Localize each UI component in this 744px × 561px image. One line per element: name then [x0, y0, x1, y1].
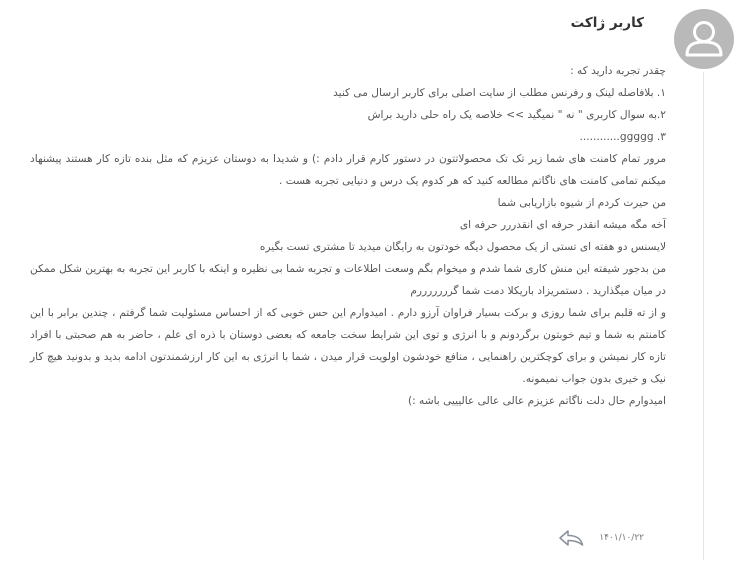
- comment-body: [30, 60, 666, 412]
- comment-paragraph: چقدر تجربه دارید که :: [570, 65, 666, 77]
- comment-paragraph: من بدجور شیفته این منش کاری شما شدم و میخوام بگم وسعت اطلاعات و تجربه شما بی نظیره و اینکه با کاربر این تجربه به بهترین شکل ممکن در میان میگذارید . دستمریزاد باریکلا دمت شما گرررررررم: [30, 263, 666, 297]
- thread-divider: [703, 72, 704, 560]
- comment-author: کاربر ژاکت: [570, 15, 644, 31]
- comment-paragraph: مرور تمام کامنت های شما زیر تک تک محصولاتتون در دستور کارم قرار دادم :) و شدیدا به دوستان عزیزم که مثل بنده تازه کار هستند پیشنهاد میکنم تمامی کامنت های ناگاتم مطالعه کنید که هر کدوم یک درس و دنیایی تجربه هست .: [30, 153, 666, 187]
- comment-paragraph: ۱. بلافاصله لینک و رفرنس مطلب از سایت اصلی برای کاربر ارسال می کنید: [333, 87, 666, 99]
- comment-footer: [557, 528, 644, 548]
- comment-paragraph: امیدوارم حال دلت ناگاتم عزیزم عالی عالی عالیییی باشه :): [407, 395, 666, 407]
- comment-paragraph: آخه مگه میشه انقدر حرفه ای انقدررر حرفه ای: [459, 219, 666, 231]
- comment-date: ۱۴۰۱/۱۰/۲۲: [599, 533, 644, 543]
- comment-paragraph: لایسنس دو هفته ای تستی از یک محصول دیگه خودتون به رایگان میدید تا مشتری تست بگیره: [259, 241, 666, 253]
- reply-arrow-icon: [557, 529, 585, 547]
- user-avatar-icon: [674, 9, 734, 69]
- comment-paragraph: و از ته قلبم برای شما روزی و برکت بسیار فراوان آرزو دارم . امیدوارم این حس خوبی که از احساس مسئولیت شما گرفتم ، چندین برابر با این کامنتم به شما و تیم خوبتون برگردونم و با انرژی و توی این شرایط سخت جامعه که بعضی دوستان با ذره ای علم ، حاضر به هم صحبتی با افراد تازه کار نمیشن و برای کوچکترین راهنمایی ، منافع خودشون اولویت قرار میدن ، شما با انرژی به این کار ارزشمندتون ادامه بدید و بدونید هیچ کار نیک و خیری بدون جواب نمیمونه.: [30, 307, 666, 385]
- reply-button[interactable]: [557, 528, 585, 548]
- comment-paragraph: من حیرت کردم از شیوه بازاریابی شما: [497, 197, 666, 209]
- comment-paragraph: ۲.به سوال کاربری " نه " نمیگید >> خلاصه یک راه حلی دارید براش: [367, 109, 666, 121]
- comment-paragraph: ۳. ggggg............: [579, 131, 666, 143]
